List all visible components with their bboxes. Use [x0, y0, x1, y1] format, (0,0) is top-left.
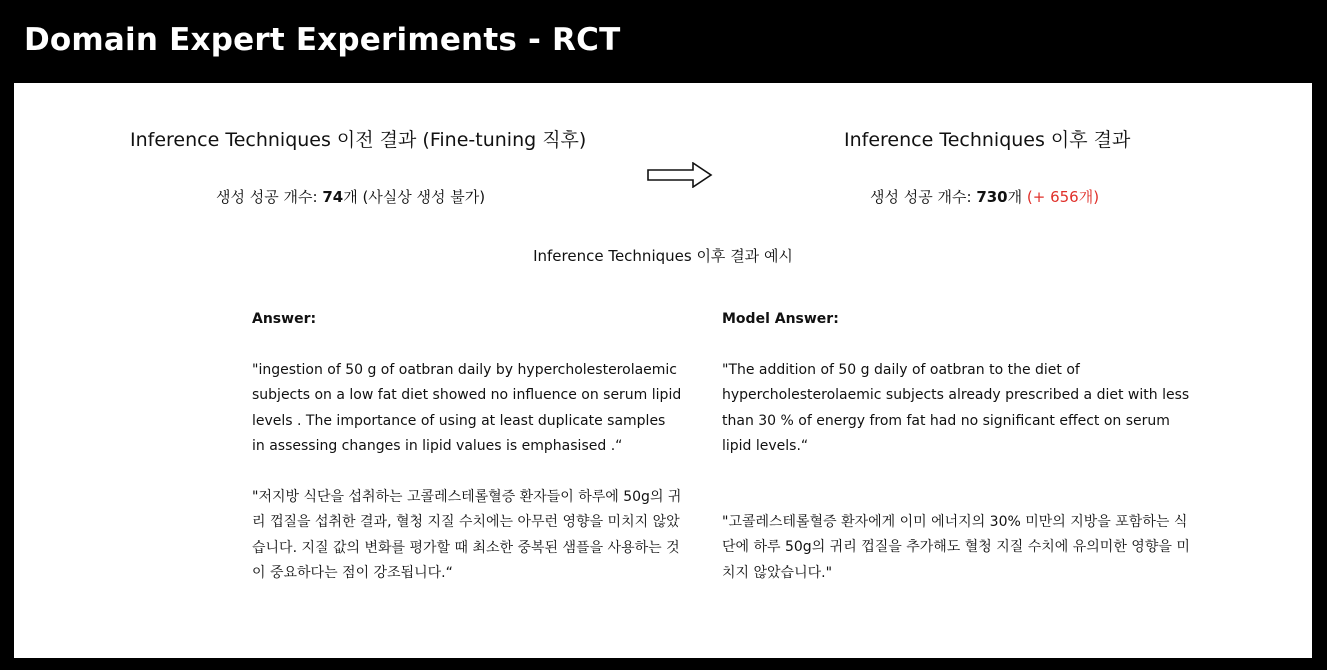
- after-heading: Inference Techniques 이후 결과: [844, 129, 1131, 151]
- after-count-prefix: 생성 성공 개수:: [870, 188, 977, 206]
- before-count-suffix: 개 (사실상 생성 불가): [343, 188, 486, 206]
- example-title: Inference Techniques 이후 결과 예시: [533, 247, 793, 265]
- model-answer-korean: "고콜레스테롤혈증 환자에게 이미 에너지의 30% 미만의 지방을 포함하는 식단에 하루 50g의 귀리 껍질을 추가해도 혈청 지질 수치에 유의미한 영향을 미치지 않았습니다.": [722, 513, 1190, 581]
- before-count: [216, 186, 485, 207]
- content-panel: [14, 83, 1312, 658]
- after-count: [870, 186, 1099, 207]
- model-answer-column: [722, 307, 1192, 586]
- after-count-suffix: 개: [1007, 188, 1027, 206]
- answer-english: "ingestion of 50 g of oatbran daily by hypercholesterolaemic subjects on a low fat diet showed no influence on serum lipid levels . The importance of using at least duplicate samples in assessing changes in lipid values is emphasised .“: [252, 361, 682, 454]
- answer-column: [252, 307, 682, 587]
- before-count-prefix: 생성 성공 개수:: [216, 188, 323, 206]
- answer-label: Answer:: [252, 311, 317, 327]
- model-answer-english: "The addition of 50 g daily of oatbran to the diet of hypercholesterolaemic subjects already prescribed a diet with less than 30 % of energy from fat had no significant effect on serum lipid levels.“: [722, 361, 1190, 454]
- right-arrow-icon: [647, 162, 713, 188]
- answer-korean: "저지방 식단을 섭취하는 고콜레스테롤혈증 환자들이 하루에 50g의 귀리 껍질을 섭취한 결과, 혈청 지질 수치에는 아무런 영향을 미치지 않았습니다. 지질 값의 변화를 평가할 때 최소한 중복된 샘플을 사용하는 것이 중요하다는 점이 강조됩니다.“: [252, 488, 682, 581]
- before-count-value: 74: [322, 188, 344, 206]
- model-answer-label: Model Answer:: [722, 311, 839, 327]
- after-count-diff: (+ 656개): [1026, 188, 1100, 206]
- before-heading: Inference Techniques 이전 결과 (Fine-tuning 직후): [130, 129, 587, 151]
- slide-title: Domain Expert Experiments - RCT: [24, 22, 621, 58]
- after-count-value: 730: [976, 188, 1008, 206]
